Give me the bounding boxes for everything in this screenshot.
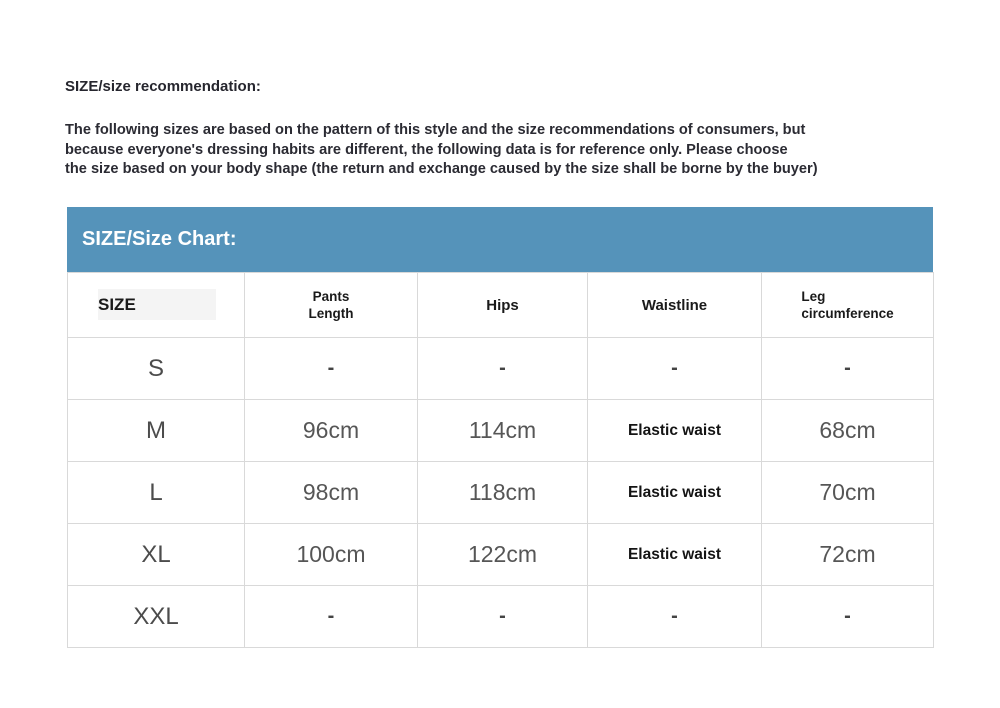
column-header-size (68, 273, 245, 338)
value-cell: 98cm (245, 462, 418, 524)
size-chart-title: SIZE/Size Chart: (82, 228, 237, 250)
size-cell: XL (68, 524, 245, 586)
table-row-m (68, 400, 934, 462)
size-header-highlight (98, 289, 216, 320)
size-chart-title-bar (67, 207, 933, 272)
value-cell: 114cm (418, 400, 588, 462)
size-chart-section (67, 207, 933, 648)
waistline-note-cell: Elastic waist (588, 400, 762, 462)
column-header-waistline (588, 273, 762, 338)
value-cell: 68cm (762, 400, 934, 462)
size-cell: L (68, 462, 245, 524)
value-cell: 72cm (762, 524, 934, 586)
value-cell: 96cm (245, 400, 418, 462)
empty-value-cell: - (588, 586, 762, 648)
value-cell: 122cm (418, 524, 588, 586)
table-row-xl (68, 524, 934, 586)
column-header-label: Leg circumference (801, 289, 894, 321)
waistline-note-cell: Elastic waist (588, 524, 762, 586)
size-table (67, 272, 934, 648)
column-header-hips (418, 273, 588, 338)
column-header-leg-circumference (762, 273, 934, 338)
empty-value-cell: - (762, 338, 934, 400)
column-header-pants-length (245, 273, 418, 338)
column-header-label: Hips (486, 296, 519, 314)
size-cell: XXL (68, 586, 245, 648)
table-row-l (68, 462, 934, 524)
column-header-label: Length (308, 306, 354, 321)
value-cell: 118cm (418, 462, 588, 524)
paragraph-line: because everyone's dressing habits are different, the following data is for reference only. Please choose (65, 141, 788, 158)
waistline-note-cell: Elastic waist (588, 462, 762, 524)
size-recommendation-paragraph (65, 121, 945, 180)
size-cell: M (68, 400, 245, 462)
table-header-row (68, 273, 934, 338)
value-cell: 70cm (762, 462, 934, 524)
empty-value-cell: - (418, 338, 588, 400)
size-recommendation-heading: SIZE/size recommendation: (65, 78, 261, 95)
column-header-label: SIZE (98, 295, 136, 314)
empty-value-cell: - (418, 586, 588, 648)
empty-value-cell: - (245, 338, 418, 400)
empty-value-cell: - (245, 586, 418, 648)
table-row-xxl (68, 586, 934, 648)
paragraph-line: the size based on your body shape (the return and exchange caused by the size shall be borne by the buyer) (65, 161, 818, 177)
empty-value-cell: - (588, 338, 762, 400)
value-cell: 100cm (245, 524, 418, 586)
empty-value-cell: - (762, 586, 934, 648)
size-cell: S (68, 338, 245, 400)
column-header-label: Pants (312, 289, 350, 304)
paragraph-line: The following sizes are based on the pattern of this style and the size recommendations of consumers, but (65, 122, 806, 138)
table-row-s (68, 338, 934, 400)
column-header-label: Waistline (641, 296, 708, 314)
